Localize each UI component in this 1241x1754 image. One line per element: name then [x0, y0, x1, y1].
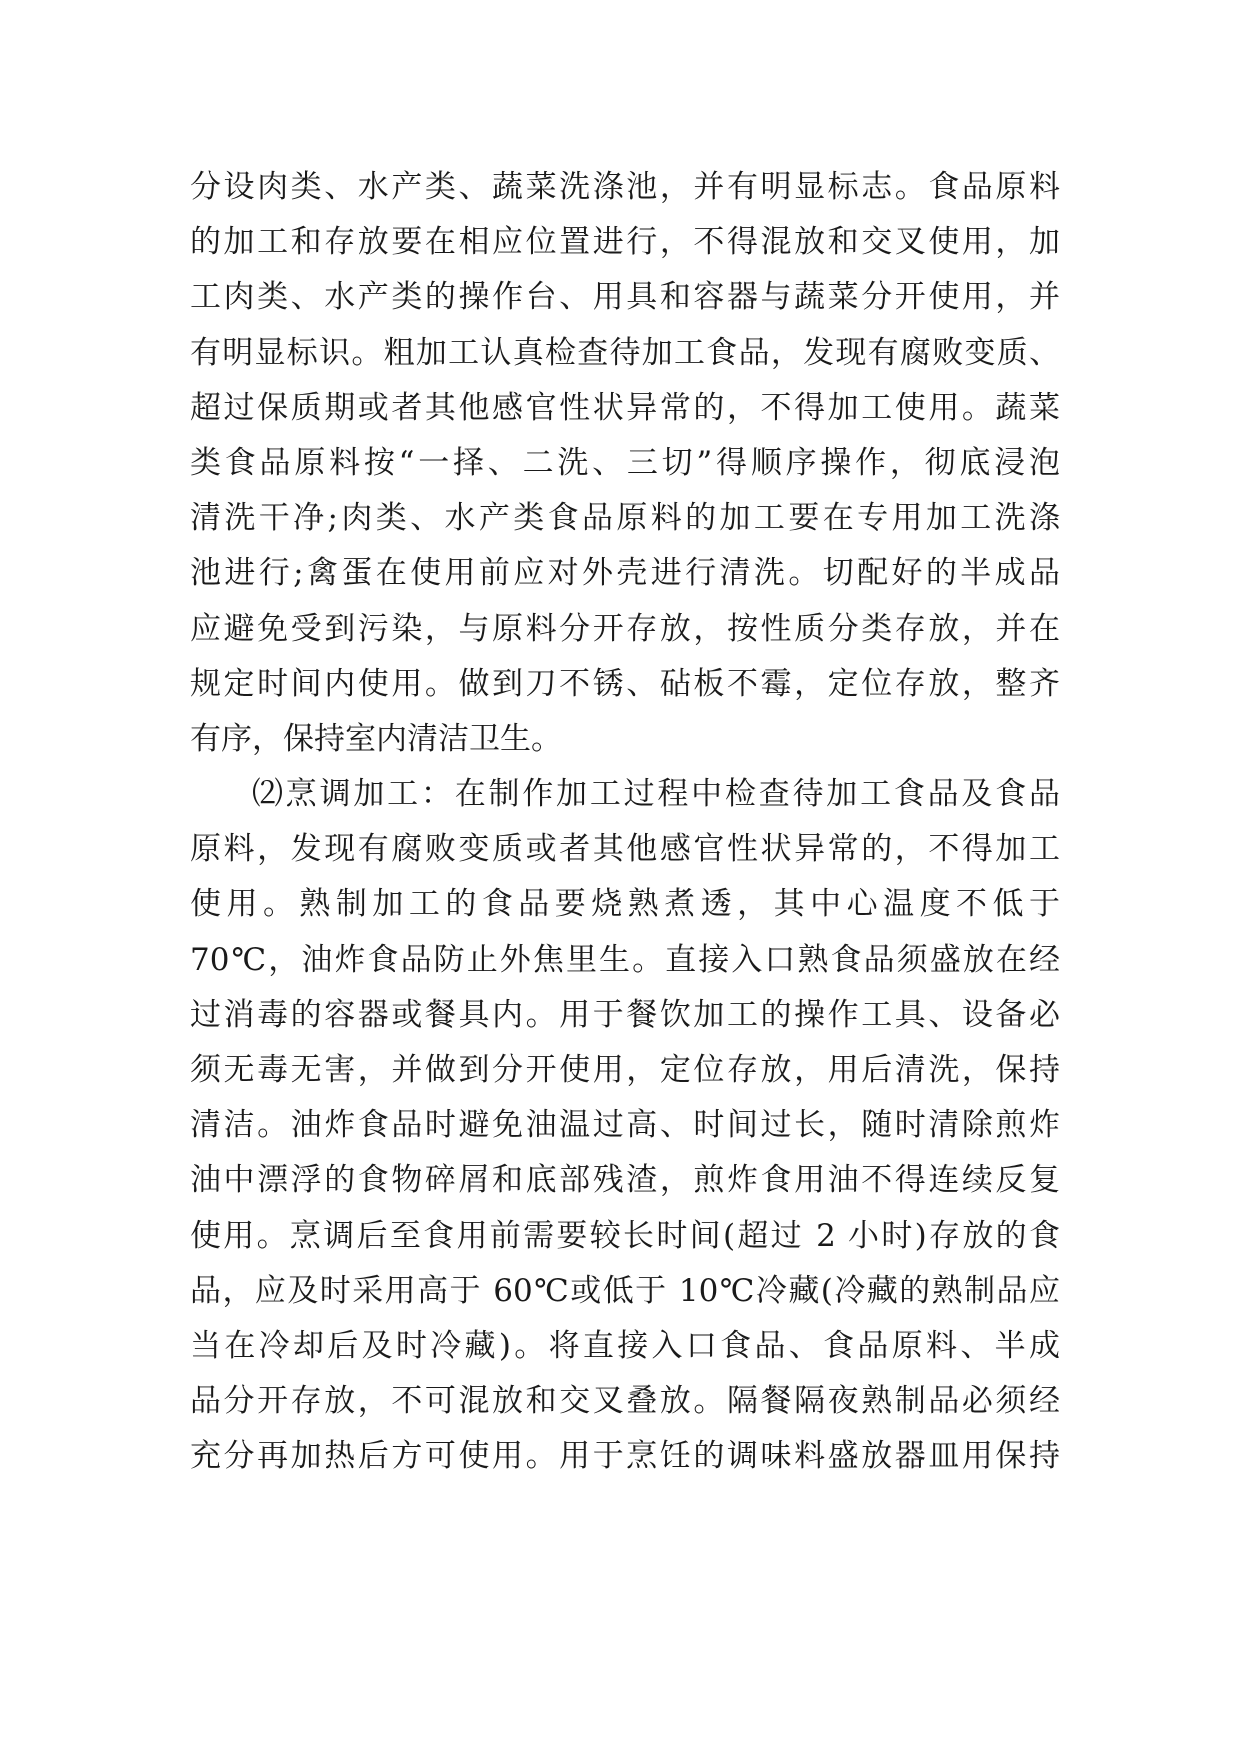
text-line: 清洁。油炸食品时避免油温过高、时间过长，随时清除煎炸	[190, 1107, 1060, 1144]
text-line: 规定时间内使用。做到刀不锈、砧板不霉，定位存放，整齐	[190, 665, 1060, 702]
text-line: 分设肉类、水产类、蔬菜洗涤池，并有明显标志。食品原料	[190, 169, 1060, 205]
text-line: 原料，发现有腐败变质或者其他感官性状异常的，不得加工	[190, 831, 1060, 868]
text-line: 超过保质期或者其他感官性状异常的，不得加工使用。蔬菜	[190, 389, 1060, 426]
text-line: 须无毒无害，并做到分开使用，定位存放，用后清洗，保持	[190, 1052, 1060, 1088]
paragraph-end-line: 有序，保持室内清洁卫生。	[190, 720, 562, 757]
text-line: 使用。烹调后至食用前需要较长时间(超过 2 小时)存放的食	[190, 1217, 1060, 1254]
text-line: 品分开存放，不可混放和交叉叠放。隔餐隔夜熟制品必须经	[190, 1383, 1060, 1420]
text-line: 70℃，油炸食品防止外焦里生。直接入口熟食品须盛放在经	[190, 941, 1060, 978]
paragraph-start-line: ⑵烹调加工：在制作加工过程中检查待加工食品及食品	[252, 776, 1060, 813]
text-line: 品，应及时采用高于 60℃或低于 10℃冷藏(冷藏的熟制品应	[190, 1272, 1060, 1309]
body-text	[190, 160, 1060, 1485]
text-line: 池进行;禽蛋在使用前应对外壳进行清洗。切配好的半成品	[190, 555, 1060, 592]
text-line: 油中漂浮的食物碎屑和底部残渣，煎炸食用油不得连续反复	[190, 1162, 1060, 1199]
text-line: 工肉类、水产类的操作台、用具和容器与蔬菜分开使用，并	[190, 279, 1060, 316]
text-line: 的加工和存放要在相应位置进行，不得混放和交叉使用，加	[190, 224, 1060, 261]
text-line: 有明显标识。粗加工认真检查待加工食品，发现有腐败变质、	[190, 334, 1060, 371]
text-line: 使用。熟制加工的食品要烧熟煮透，其中心温度不低于	[190, 886, 1060, 923]
text-line: 当在冷却后及时冷藏)。将直接入口食品、食品原料、半成	[190, 1327, 1060, 1364]
text-line: 充分再加热后方可使用。用于烹饪的调味料盛放器皿用保持	[190, 1438, 1060, 1475]
text-line: 应避免受到污染，与原料分开存放，按性质分类存放，并在	[190, 610, 1060, 647]
text-line: 过消毒的容器或餐具内。用于餐饮加工的操作工具、设备必	[190, 996, 1060, 1033]
text-line: 清洗干净;肉类、水产类食品原料的加工要在专用加工洗涤	[190, 500, 1060, 537]
text-line: 类食品原料按“一择、二洗、三切”得顺序操作，彻底浸泡	[190, 444, 1060, 481]
